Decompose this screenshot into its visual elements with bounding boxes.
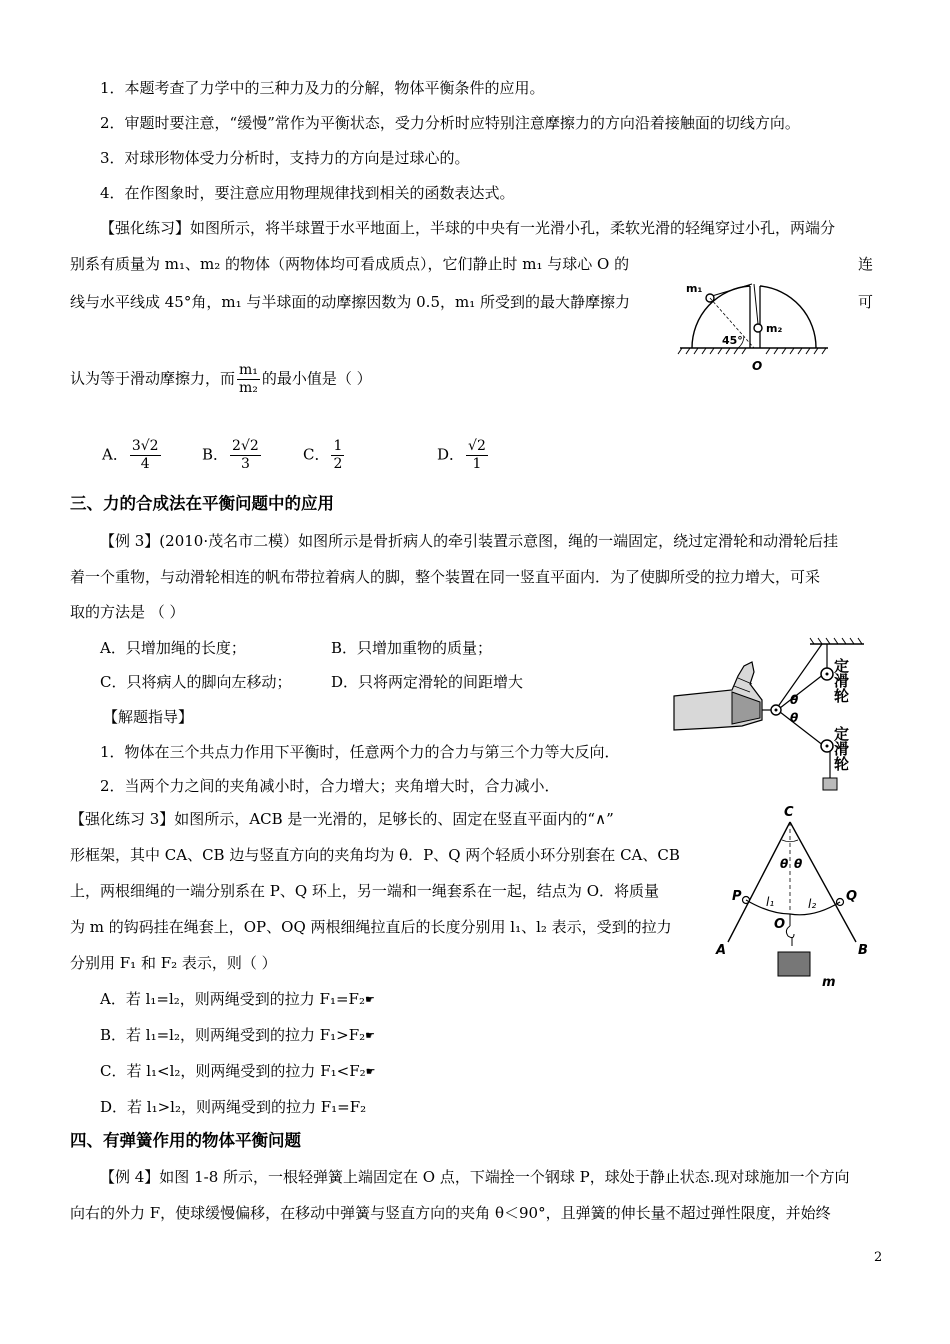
practice3-line4: 为 m 的钩码挂在绳套上，OP、OQ 两根细绳拉直后的长度分别用 l₁、l₂ 表示，受到的拉力 [70, 918, 672, 936]
hand-pointer-icon: ☛ [365, 1029, 376, 1042]
frame-figure [710, 802, 880, 994]
example3-option-c[interactable]: C．只将病人的脚向左移动； [100, 673, 292, 691]
example4-line2: 向右的外力 F，使球缓慢偏移，在移动中弹簧与竖直方向的夹角 θ＜90°，且弹簧的伸长量不超过弹性限度，并始终 [70, 1204, 831, 1222]
example3-option-b[interactable]: B．只增加重物的质量； [331, 639, 493, 657]
example4-line1: 【例 4】如图 1-8 所示，一根轻弹簧上端固定在 O 点，下端拴一个钢球 P，球处于静止状态.现对球施加一个方向 [100, 1168, 850, 1186]
label-fixed-pulley-top: 定滑轮 [832, 658, 850, 703]
tip-1: 1．本题考查了力学中的三种力及力的分解，物体平衡条件的应用。 [100, 79, 545, 97]
label-l1: l₁ [766, 895, 775, 909]
practice3-option-d[interactable]: D．若 l₁>l₂，则两绳受到的拉力 F₁=F₂ [100, 1098, 367, 1116]
practice3-line5: 分别用 F₁ 和 F₂ 表示，则（ ） [70, 954, 277, 972]
practice2-line4 [70, 362, 372, 397]
label-m: m [822, 975, 836, 990]
practice3-line3: 上，两根细绳的一端分别系在 P、Q 环上，另一端和一绳套系在一起，结点为 O．将质量 [70, 882, 659, 900]
label-c: C [784, 805, 794, 820]
practice2-line4-post: 的最小值是（ ） [261, 369, 372, 388]
page-number: 2 [874, 1250, 883, 1265]
practice2-option-b[interactable]: B． $\frac{2√2}{3}$ [202, 438, 259, 472]
hemisphere-figure [676, 262, 836, 374]
label-theta-1: θ [790, 693, 799, 707]
label-fixed-pulley-bottom: 定滑轮 [832, 726, 850, 771]
label-l2: l₂ [808, 897, 817, 911]
guide-line2: 2．当两个力之间的夹角减小时，合力增大；夹角增大时，合力减小． [100, 777, 560, 795]
example3-line1: 【例 3】(2010·茂名市二模）如图所示是骨折病人的牵引装置示意图，绳的一端固定，绕过定滑轮和动滑轮后挂 [100, 532, 839, 550]
mass-ratio-fraction: $\frac{\text{m₁}}{\text{m₂}}$ [239, 362, 258, 396]
tip-4: 4．在作图象时，要注意应用物理规律找到相关的函数表达式。 [100, 184, 515, 202]
guide-title: 【解题指导】 [103, 708, 194, 726]
section3-title: 三、力的合成法在平衡问题中的应用 [70, 494, 334, 513]
section4-title: 四、有弹簧作用的物体平衡问题 [70, 1131, 301, 1150]
label-q: Q [846, 889, 858, 904]
practice2-line2-end: 连 [858, 255, 874, 273]
practice2-option-c[interactable]: C． $\frac{1}{2}$ [303, 438, 343, 472]
tip-3: 3．对球形物体受力分析时，支持力的方向是过球心的。 [100, 149, 470, 167]
tip-2: 2．审题时要注意，“缓慢”常作为平衡状态，受力分析时应特别注意摩擦力的方向沿着接触面的切线方向。 [100, 114, 800, 132]
label-m1: m₁ [686, 282, 703, 295]
practice3-option-c[interactable]: C．若 l₁<l₂，则两绳受到的拉力 F₁<F₂☛ [100, 1060, 376, 1083]
practice2-option-a[interactable]: A． $\frac{3√2}{4}$ [102, 438, 159, 472]
traction-figure [672, 636, 872, 802]
practice3-option-a[interactable]: A．若 l₁=l₂，则两绳受到的拉力 F₁=F₂☛ [100, 988, 375, 1011]
label-a: A [716, 943, 727, 958]
label-45: 45° [722, 334, 743, 347]
practice2-line1: 【强化练习】如图所示，将半球置于水平地面上，半球的中央有一光滑小孔，柔软光滑的轻绳穿过小孔，两端分 [100, 219, 836, 237]
label-theta-left: θ [780, 857, 789, 871]
practice2-line3-end: 可 [858, 293, 874, 311]
label-o: O [752, 359, 763, 373]
label-o: O [774, 917, 786, 932]
hand-pointer-icon: ☛ [365, 1065, 376, 1078]
example3-line2: 着一个重物，与动滑轮相连的帆布带拉着病人的脚，整个装置在同一竖直平面内．为了使脚所受的拉力增大，可采 [70, 568, 821, 586]
example3-line3: 取的方法是 （ ） [70, 603, 185, 621]
label-b: B [858, 943, 868, 958]
practice3-line1: 【强化练习 3】如图所示，ACB 是一光滑的，足够长的、固定在竖直平面内的“∧” [70, 810, 614, 828]
practice2-line4-pre: 认为等于滑动摩擦力，而 [70, 369, 236, 388]
guide-line1: 1．物体在三个共点力作用下平衡时，任意两个力的合力与第三个力等大反向． [100, 743, 620, 761]
practice2-line3: 线与水平线成 45°角，m₁ 与半球面的动摩擦因数为 0.5，m₁ 所受到的最大静摩擦力 [70, 293, 630, 311]
label-theta-2: θ [790, 711, 799, 725]
label-m2: m₂ [766, 322, 783, 335]
label-p: P [732, 889, 742, 904]
practice3-line2: 形框架，其中 CA、CB 边与竖直方向的夹角均为 θ．P、Q 两个轻质小环分别套在 CA、CB [70, 846, 680, 864]
practice2-line2: 别系有质量为 m₁、m₂ 的物体（两物体均可看成质点），它们静止时 m₁ 与球心 O 的 [70, 255, 630, 273]
practice3-option-b[interactable]: B．若 l₁=l₂，则两绳受到的拉力 F₁>F₂☛ [100, 1024, 375, 1047]
example3-option-a[interactable]: A．只增加绳的长度； [100, 639, 246, 657]
label-theta-right: θ [794, 857, 803, 871]
example3-option-d[interactable]: D．只将两定滑轮的间距增大 [331, 673, 524, 691]
practice2-option-d[interactable]: D． $\frac{√2}{1}$ [437, 438, 486, 472]
hand-pointer-icon: ☛ [364, 993, 375, 1006]
